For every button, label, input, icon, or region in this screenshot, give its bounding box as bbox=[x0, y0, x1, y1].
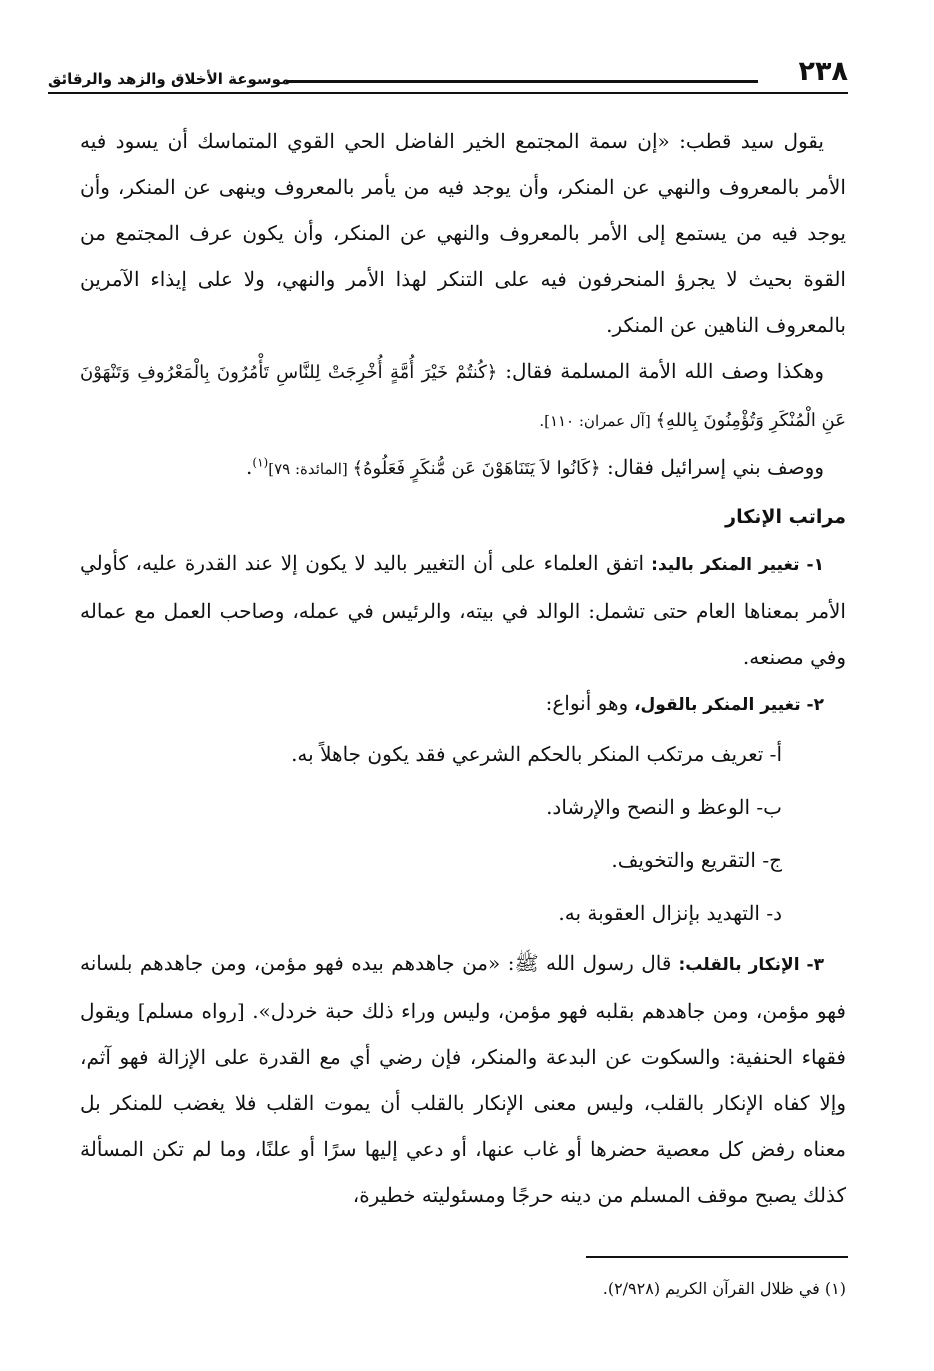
list-item-hand bbox=[80, 540, 846, 680]
list-item-speech bbox=[80, 680, 846, 728]
item-text: قال رسول الله ﷺ: «من جاهدهم بيده فهو مؤمن، ومن جاهدهم بلسانه فهو مؤمن، ومن جاهدهم بقلبه فهو مؤمن، وليس وراء ذلك حبة خردل». [رواه مسلم] ويقول فقهاء الحنفية: والسكوت عن البدعة والمنكر، فإن رضي أي مع القدرة على الإزالة فهو آثم، وإلا كفاه الإنكار بالقلب، وليس معنى الإنكار بالقلب أن يموت القلب فلا يغضب للمنكر بل معناه رفض كل معصية حضرها أو غاب عنها، أو دعي إليها سرًا أو علنًا، وما لم تكن المسألة كذلك يصبح موقف المسلم من دينه حرجًا ومسئوليته خطيرة، bbox=[80, 951, 846, 1207]
paragraph-end: . bbox=[246, 455, 253, 479]
page-header bbox=[48, 54, 848, 94]
sub-item-b: ب- الوعظ و النصح والإرشاد. bbox=[546, 795, 782, 819]
paragraph-text: وهكذا وصف الله الأمة المسلمة فقال: bbox=[497, 359, 825, 383]
footnote-separator bbox=[586, 1256, 848, 1258]
header-underline bbox=[48, 92, 848, 94]
item-title: ١- تغيير المنكر باليد: bbox=[644, 555, 824, 575]
paragraph-bani-israil bbox=[80, 444, 846, 492]
paragraph-muslim-nation bbox=[80, 348, 846, 444]
section-heading: مراتب الإنكار bbox=[725, 506, 846, 528]
footnote: (١) في ظلال القرآن الكريم (٢/٩٢٨). bbox=[602, 1279, 846, 1298]
item-title: ٢- تغيير المنكر بالقول، bbox=[628, 695, 824, 715]
item-text: اتفق العلماء على أن التغيير باليد لا يكون إلا عند القدرة عليه، كأولي الأمر بمعناها العام حتى تشمل: الوالد في بيته، والرئيس في عمله، وصاحب العمل مع عماله وفي مصنعه. bbox=[80, 551, 846, 669]
header-rule bbox=[286, 80, 758, 83]
footnote-marker: (١) bbox=[252, 455, 269, 470]
list-item-heart bbox=[80, 940, 846, 1218]
page-body bbox=[80, 118, 846, 1218]
paragraph-text: ووصف بني إسرائيل فقال: bbox=[600, 455, 824, 479]
quran-verse: ﴿كَانُوا لاَ يَتَنَاهَوْنَ عَن مُّنكَرٍ فَعَلُوهُ﴾ bbox=[352, 458, 601, 479]
verse-reference: [آل عمران: ١١٠]. bbox=[539, 412, 656, 430]
paragraph-sayyid-qutb: يقول سيد قطب: «إن سمة المجتمع الخير الفاضل الحي القوي المتماسك أن يسود فيه الأمر بالمعروف والنهي عن المنكر، وأن يوجد فيه من يأمر بالمعروف وينهى عن المنكر، وأن يوجد فيه من يستمع إلى الأمر بالمعروف والنهي عن المنكر، وأن يكون عرف المجتمع من القوة بحيث لا يجرؤ المنحرفون فيه على التنكر لهذا الأمر والنهي، ولا على إيذاء الآمرين بالمعروف الناهين عن المنكر. bbox=[80, 129, 846, 337]
quran-verse: ﴿كُنتُمْ خَيْرَ أُمَّةٍ أُخْرِجَتْ لِلنَّاسِ تَأْمُرُونَ بِالْمَعْرُوفِ وَتَنْهَوْنَ عَنِ الْمُنْكَرِ وَتُؤْمِنُونَ بِاللهِ﴾ bbox=[80, 362, 846, 431]
page-number: ٢٣٨ bbox=[798, 56, 848, 87]
sub-list bbox=[80, 728, 846, 940]
sub-item-a: أ- تعريف مرتكب المنكر بالحكم الشرعي فقد يكون جاهلاً به. bbox=[291, 742, 782, 766]
item-text: وهو أنواع: bbox=[545, 691, 629, 715]
book-title: موسوعة الأخلاق والزهد والرقائق bbox=[48, 70, 291, 88]
item-title: ٣- الإنكار بالقلب: bbox=[671, 955, 824, 975]
verse-reference: [المائدة: ٧٩] bbox=[268, 460, 353, 478]
sub-item-d: د- التهديد بإنزال العقوبة به. bbox=[558, 901, 782, 925]
sub-item-c: ج- التقريع والتخويف. bbox=[611, 848, 782, 872]
